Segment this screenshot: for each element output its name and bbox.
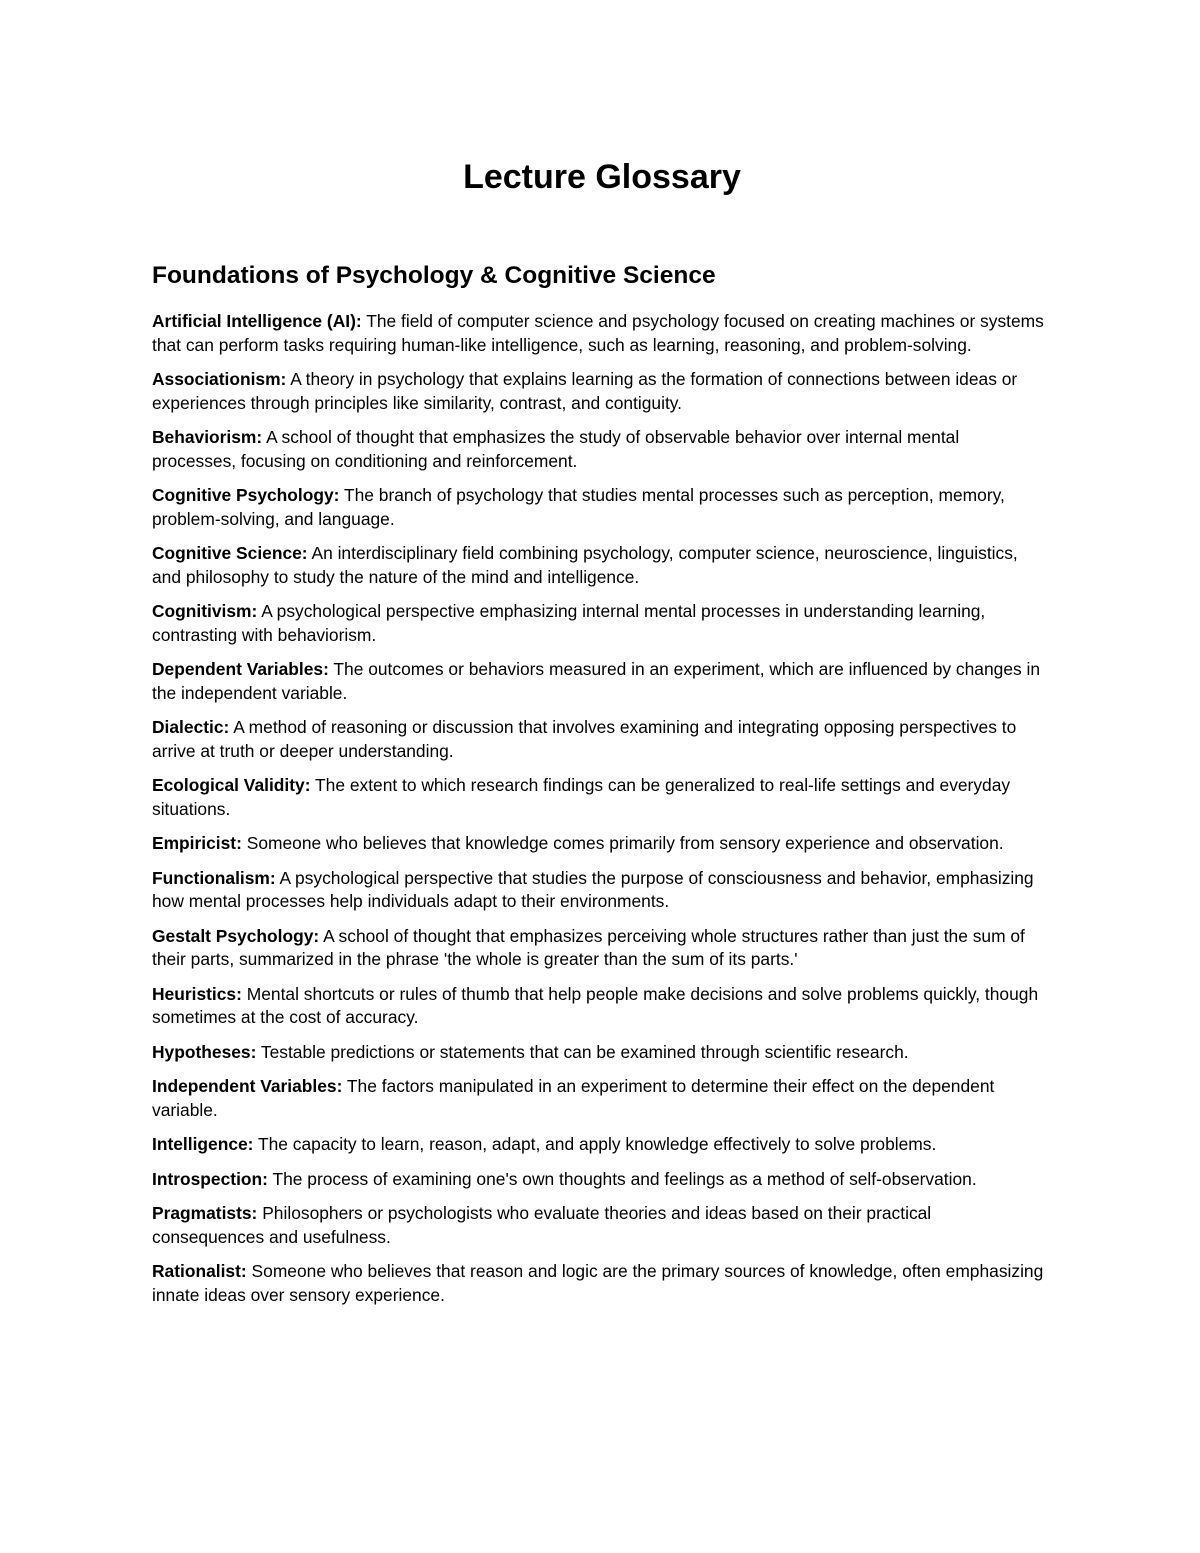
glossary-term: Functionalism: — [152, 867, 276, 888]
glossary-definition: A method of reasoning or discussion that involves examining and integrating opposing perspectives to arrive at truth or deeper understanding. — [152, 717, 1017, 761]
glossary-entry — [152, 925, 1047, 972]
glossary-entry — [152, 542, 1047, 589]
document-page — [152, 148, 1052, 1318]
glossary-definition: A school of thought that emphasizes perceiving whole structures rather than just the sum of their parts, summarized in the phrase 'the whole is greater than the sum of its parts.' — [152, 925, 1025, 969]
glossary-entry — [152, 658, 1047, 705]
glossary-term: Rationalist: — [152, 1261, 247, 1281]
glossary-entry — [152, 774, 1047, 821]
glossary-term: Cognitive Psychology: — [152, 485, 340, 505]
glossary-definition: Mental shortcuts or rules of thumb that help people make decisions and solve problems quickly, though sometimes at the cost of accuracy. — [152, 983, 1039, 1027]
glossary-term: Introspection: — [152, 1168, 268, 1189]
glossary-term: Gestalt Psychology: — [152, 925, 320, 946]
glossary-term: Ecological Validity: — [152, 775, 311, 795]
glossary-term: Associationism: — [152, 369, 287, 389]
glossary-definition: A school of thought that emphasizes the study of observable behavior over internal mental processes, focusing on conditioning and reinforcement. — [152, 427, 960, 471]
glossary-definition: Testable predictions or statements that can be examined through scientific research. — [260, 1041, 909, 1062]
glossary-entry — [152, 1133, 1047, 1157]
glossary-definition: Someone who believes that knowledge comes primarily from sensory experience and observation. — [246, 833, 1004, 853]
glossary-entry — [152, 600, 1047, 647]
glossary-term: Behaviorism: — [152, 427, 263, 447]
glossary-term: Artificial Intelligence (AI): — [152, 311, 362, 331]
glossary-definition: The process of examining one's own thoughts and feelings as a method of self-observation. — [272, 1168, 977, 1189]
glossary-definition: A psychological perspective that studies the purpose of consciousness and behavior, emphasizing how mental processes help individuals adapt to their environments. — [152, 867, 1034, 911]
glossary-term: Pragmatists: — [152, 1203, 258, 1223]
glossary-entry — [152, 426, 1047, 473]
glossary-entry — [152, 1041, 1047, 1065]
glossary-definition: A psychological perspective emphasizing internal mental processes in understanding learning, contrasting with behaviorism. — [152, 601, 986, 645]
glossary-term: Empiricist: — [152, 833, 242, 853]
glossary-term: Intelligence: — [152, 1134, 254, 1154]
glossary-entry — [152, 1168, 1047, 1192]
glossary-term: Dialectic: — [152, 717, 230, 737]
glossary-entry — [152, 867, 1047, 914]
glossary-entry — [152, 832, 1047, 856]
glossary-definition: Someone who believes that reason and logic are the primary sources of knowledge, often emphasizing innate ideas over sensory experience. — [152, 1261, 1044, 1305]
glossary-definition: The branch of psychology that studies mental processes such as perception, memory, problem-solving, and language. — [152, 485, 1005, 529]
glossary-definition: An interdisciplinary field combining psychology, computer science, neuroscience, linguistics, and philosophy to study the nature of the mind and intelligence. — [152, 543, 1018, 587]
glossary-definition: The field of computer science and psychology focused on creating machines or systems that can perform tasks requiring human-like intelligence, such as learning, reasoning, and problem-solving. — [152, 311, 1044, 355]
glossary-term: Cognitive Science: — [152, 543, 308, 563]
glossary-term: Heuristics: — [152, 983, 242, 1004]
glossary-term: Hypotheses: — [152, 1041, 257, 1062]
document-title: Lecture Glossary — [463, 158, 741, 196]
glossary-definition: The extent to which research findings can be generalized to real-life settings and everyday situations. — [152, 775, 1011, 819]
glossary-entry — [152, 1075, 1047, 1122]
glossary-entry — [152, 484, 1047, 531]
glossary-definition: The outcomes or behaviors measured in an experiment, which are influenced by changes in the independent variable. — [152, 659, 1041, 703]
glossary-term: Dependent Variables: — [152, 659, 329, 679]
glossary-list — [152, 310, 1052, 1307]
glossary-definition: The capacity to learn, reason, adapt, and apply knowledge effectively to solve problems. — [258, 1134, 937, 1154]
glossary-entry — [152, 310, 1047, 357]
glossary-entry — [152, 368, 1047, 415]
glossary-entry — [152, 983, 1047, 1030]
glossary-term: Independent Variables: — [152, 1076, 343, 1096]
section-heading: Foundations of Psychology & Cognitive Science — [152, 262, 716, 289]
glossary-entry — [152, 1260, 1047, 1307]
glossary-entry — [152, 1202, 1047, 1249]
glossary-entry — [152, 716, 1047, 763]
glossary-definition: The factors manipulated in an experiment to determine their effect on the dependent variable. — [152, 1076, 995, 1120]
glossary-definition: Philosophers or psychologists who evaluate theories and ideas based on their practical consequences and usefulness. — [152, 1203, 932, 1247]
glossary-definition: A theory in psychology that explains learning as the formation of connections between ideas or experiences through principles like similarity, contrast, and contiguity. — [152, 369, 1018, 413]
glossary-term: Cognitivism: — [152, 601, 258, 621]
